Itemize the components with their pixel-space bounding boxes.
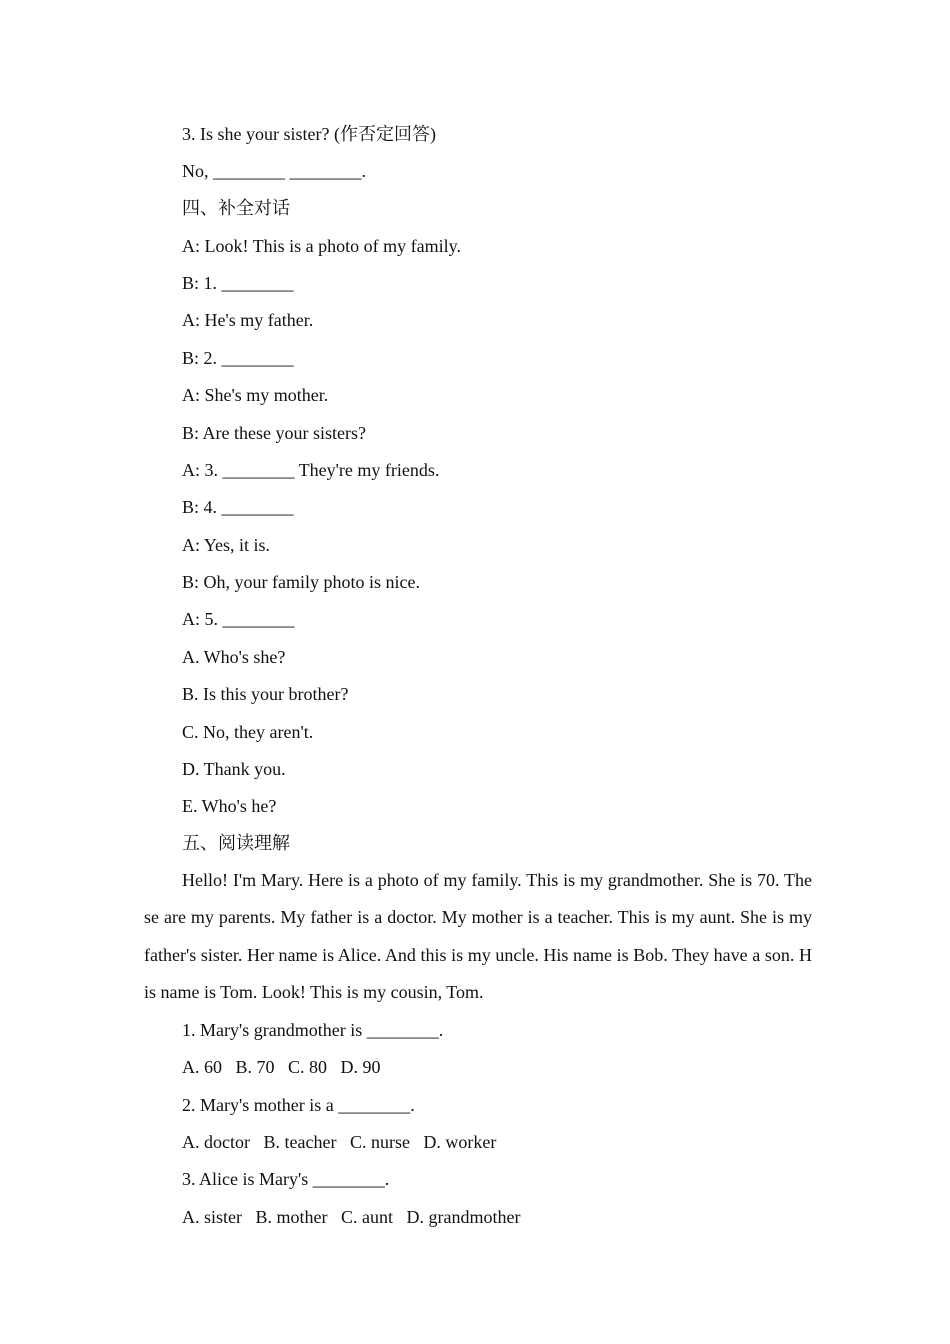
dialogue-line: B: Are these your sisters? (182, 423, 366, 443)
question-3: 3. Is she your sister? (作否定回答) (182, 124, 436, 144)
dialogue-option: B. Is this your brother? (182, 684, 349, 704)
dialogue-line: A: 5. ________ (182, 609, 295, 629)
dialogue-option: D. Thank you. (182, 759, 286, 779)
reading-question-stem: 2. Mary's mother is a ________. (182, 1095, 415, 1115)
dialogue-line: A: 3. ________ They're my friends. (182, 460, 440, 480)
reading-question-choices: A. sister B. mother C. aunt D. grandmother (182, 1207, 521, 1227)
section-heading-reading: 五、阅读理解 (182, 833, 290, 853)
dialogue-option: E. Who's he? (182, 796, 277, 816)
dialogue-line: A: She's my mother. (182, 385, 329, 405)
dialogue-line: A: Yes, it is. (182, 535, 271, 555)
reading-question-stem: 1. Mary's grandmother is ________. (182, 1020, 444, 1040)
dialogue-line: B: Oh, your family photo is nice. (182, 572, 420, 592)
dialogue-line: B: 1. ________ (182, 273, 294, 293)
reading-question-choices: A. 60 B. 70 C. 80 D. 90 (182, 1057, 381, 1077)
dialogue-option: C. No, they aren't. (182, 722, 314, 742)
dialogue-line: A: He's my father. (182, 310, 314, 330)
reading-passage: Hello! I'm Mary. Here is a photo of my family. This is my grandmother. She is 70. These are my parents. My father is a doctor. My mother is a teacher. This is my aunt. She is my father's sister. Her name is Alice. And this is my uncle. His name is Bob. They have a son. His name is Tom. Look! This is my cousin, Tom. (144, 870, 812, 1003)
dialogue-option: A. Who's she? (182, 647, 286, 667)
reading-question-stem: 3. Alice is Mary's ________. (182, 1169, 390, 1189)
dialogue-line: A: Look! This is a photo of my family. (182, 236, 461, 256)
section-heading-dialogue: 四、补全对话 (182, 198, 290, 218)
dialogue-line: B: 4. ________ (182, 497, 294, 517)
answer-3: No, ________ ________. (182, 161, 366, 181)
reading-question-choices: A. doctor B. teacher C. nurse D. worker (182, 1132, 497, 1152)
dialogue-line: B: 2. ________ (182, 348, 294, 368)
